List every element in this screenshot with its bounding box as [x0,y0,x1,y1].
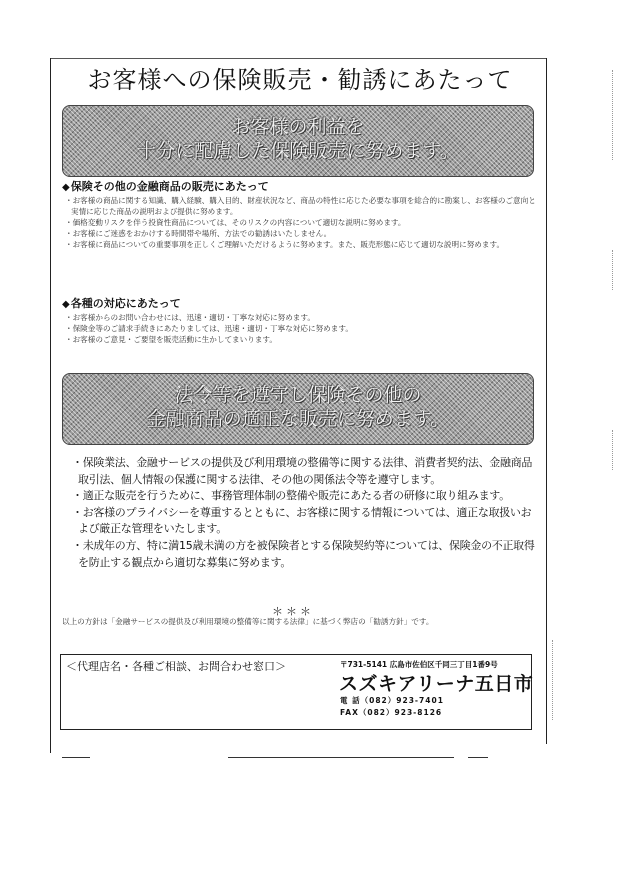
banner-line: 金融商品の適正な販売に努めます。 [146,408,450,430]
scan-artifact-dots [612,70,613,160]
list-item: ・保険業法、金融サービスの提供及び利用環境の整備等に関する法律、消費者契約法、金融商品取引法、個人情報の保護に関する法律、その他の関係法令等を遵守します。 [72,456,533,486]
banner-line: 十分に配慮した保険販売に努めます。 [137,140,459,162]
scan-artifact-dots [552,640,553,720]
list-item: ・お客様のご意見・ご要望を販売活動に生かしてまいります。 [65,335,278,344]
diamond-icon: ◆ [62,299,70,310]
list-item: ・お客様の商品に関する知識、購入経験、購入目的、財産状況など、商品の特性に応じた必要な事項を総合的に勘案し、お客様のご意向と実情に応じた商品の説明および提供に努めます。 [65,196,536,216]
policy-footnote: 以上の方針は「金融サービスの提供及び利用環境の整備等に関する法律」に基づく弊店の「勧誘方針」です。 [62,617,434,626]
banner-customer-interest [62,105,534,177]
scan-artifact-dots [612,250,613,290]
page-title: お客様への保険販売・勧誘にあたって [87,66,513,94]
section-response [62,297,542,345]
agent-phone: 電 話（082）923-7401 [340,696,444,705]
scan-artifact-line [62,757,90,758]
list-item: ・適正な販売を行うために、事務管理体制の整備や販売にあたる者の研修に取り組みます。 [72,489,510,503]
separator-stars: ＊＊＊ [272,605,314,618]
agent-shop-name: スズキアリーナ五日市 [339,673,534,695]
agent-address: 〒731-5141 広島市佐伯区千同三丁目1番9号 [340,660,498,669]
list-item: ・お客様にご迷惑をおかけする時間帯や場所、方法での勧誘はいたしません。 [65,229,332,238]
section-compliance [72,455,542,571]
list-item: ・未成年の方、特に満15歳未満の方を被保険者とする保険契約等については、保険金の不正取得を防止する観点から適切な募集に努めます。 [72,538,535,569]
agent-fax: FAX（082）923-8126 [340,708,443,717]
list-item: ・お客様に商品についての重要事項を正しくご理解いただけるように努めます。また、販売形態に応じて適切な説明に努めます。 [65,240,505,249]
frame-right-border [546,58,547,744]
section-heading: ◆保険その他の金融商品の販売にあたって [62,180,269,193]
frame-top-border [50,58,547,59]
section-heading: ◆各種の対応にあたって [62,297,181,310]
banner-line: お客様の利益を [231,116,365,138]
agent-contact-label: ＜代理店名・各種ご相談、お問合わせ窓口＞ [66,660,286,673]
diamond-icon: ◆ [62,182,70,193]
scan-artifact-line [468,757,488,758]
section-sales [62,180,542,250]
scan-artifact-line [228,757,454,758]
scan-artifact-dots [612,430,613,470]
list-item: ・お客様からのお問い合わせには、迅速・適切・丁寧な対応に努めます。 [65,313,315,322]
frame-left-border [50,58,51,753]
list-item: ・お客様のプライバシーを尊重するとともに、お客様に関する情報については、適正な取扱いおよび厳正な管理をいたします。 [72,505,532,536]
list-item: ・価格変動リスクを伴う投資性商品については、そのリスクの内容について適切な説明に努めます。 [65,218,406,227]
list-item: ・保険金等のご請求手続きにあたりましては、迅速・適切・丁寧な対応に努めます。 [65,324,353,333]
banner-line: 法令等を遵守し保険その他の [174,384,422,406]
banner-compliance [62,373,534,445]
